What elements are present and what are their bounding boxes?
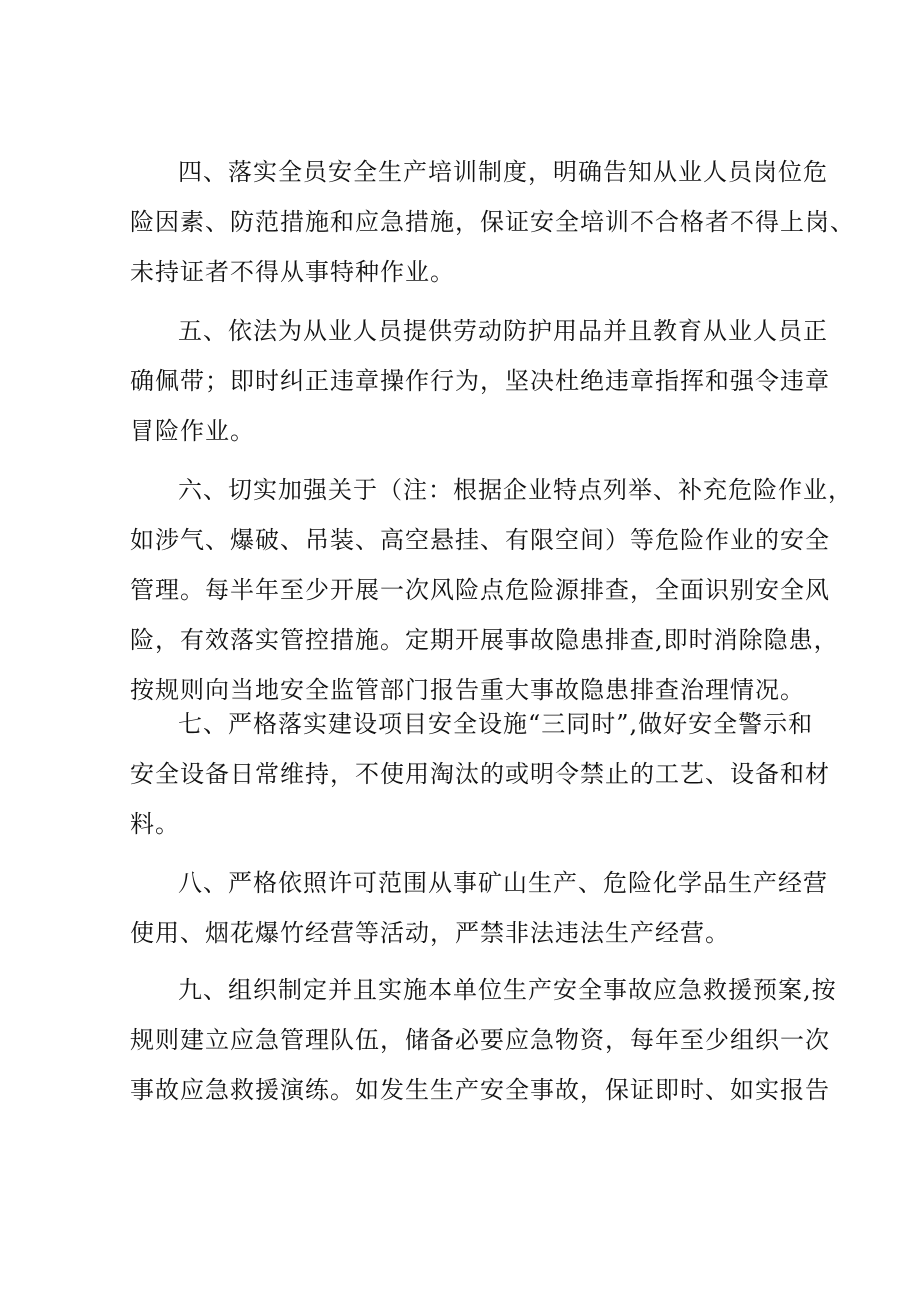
paragraph-line: 如涉气、爆破、吊装、高空悬挂、有限空间）等危险作业的安全 xyxy=(130,526,830,554)
paragraph-line: 五、依法为从业人员提供劳动防护用品并且教育从业人员正 xyxy=(178,317,828,345)
paragraph-line: 冒险作业。 xyxy=(130,417,255,445)
paragraph-line: 按规则向当地安全监管部门报告重大事故隐患排查治理情况。 xyxy=(130,676,805,704)
paragraph-line: 九、组织制定并且实施本单位生产安全事故应急救援预案,按 xyxy=(178,976,837,1004)
paragraph-9 xyxy=(130,965,837,1115)
paragraph-4 xyxy=(130,147,855,297)
paragraph-7 xyxy=(130,699,830,849)
paragraph-line: 七、严格落实建设项目安全设施“三同时”,做好安全警示和 xyxy=(178,710,814,738)
paragraph-line: 四、落实全员安全生产培训制度，明确告知从业人员岗位危 xyxy=(178,158,828,186)
paragraph-line: 安全设备日常维持，不使用淘汰的或明令禁止的工艺、设备和材 xyxy=(130,760,830,788)
paragraph-5 xyxy=(130,306,830,456)
paragraph-6 xyxy=(130,465,853,715)
paragraph-line: 未持证者不得从事特种作业。 xyxy=(130,258,455,286)
paragraph-line: 管理。每半年至少开展一次风险点危险源排查，全面识别安全风 xyxy=(130,576,830,604)
paragraph-line: 八、严格依照许可范围从事矿山生产、危险化学品生产经营 xyxy=(178,869,828,897)
paragraph-line: 险因素、防范措施和应急措施，保证安全培训不合格者不得上岗、 xyxy=(130,208,855,236)
paragraph-line: 使用、烟花爆竹经营等活动，严禁非法违法生产经营。 xyxy=(130,919,730,947)
paragraph-line: 六、切实加强关于（注：根据企业特点列举、补充危险作业， xyxy=(178,476,853,504)
paragraph-line: 规则建立应急管理队伍，储备必要应急物资，每年至少组织一次 xyxy=(130,1026,830,1054)
paragraph-line: 险，有效落实管控措施。定期开展事故隐患排查,即时消除隐患， xyxy=(130,626,839,654)
paragraph-line: 确佩带；即时纠正违章操作行为，坚决杜绝违章指挥和强令违章 xyxy=(130,367,830,395)
paragraph-8 xyxy=(130,858,828,958)
paragraph-line: 料。 xyxy=(130,810,180,838)
paragraph-line: 事故应急救援演练。如发生生产安全事故，保证即时、如实报告 xyxy=(130,1076,830,1104)
